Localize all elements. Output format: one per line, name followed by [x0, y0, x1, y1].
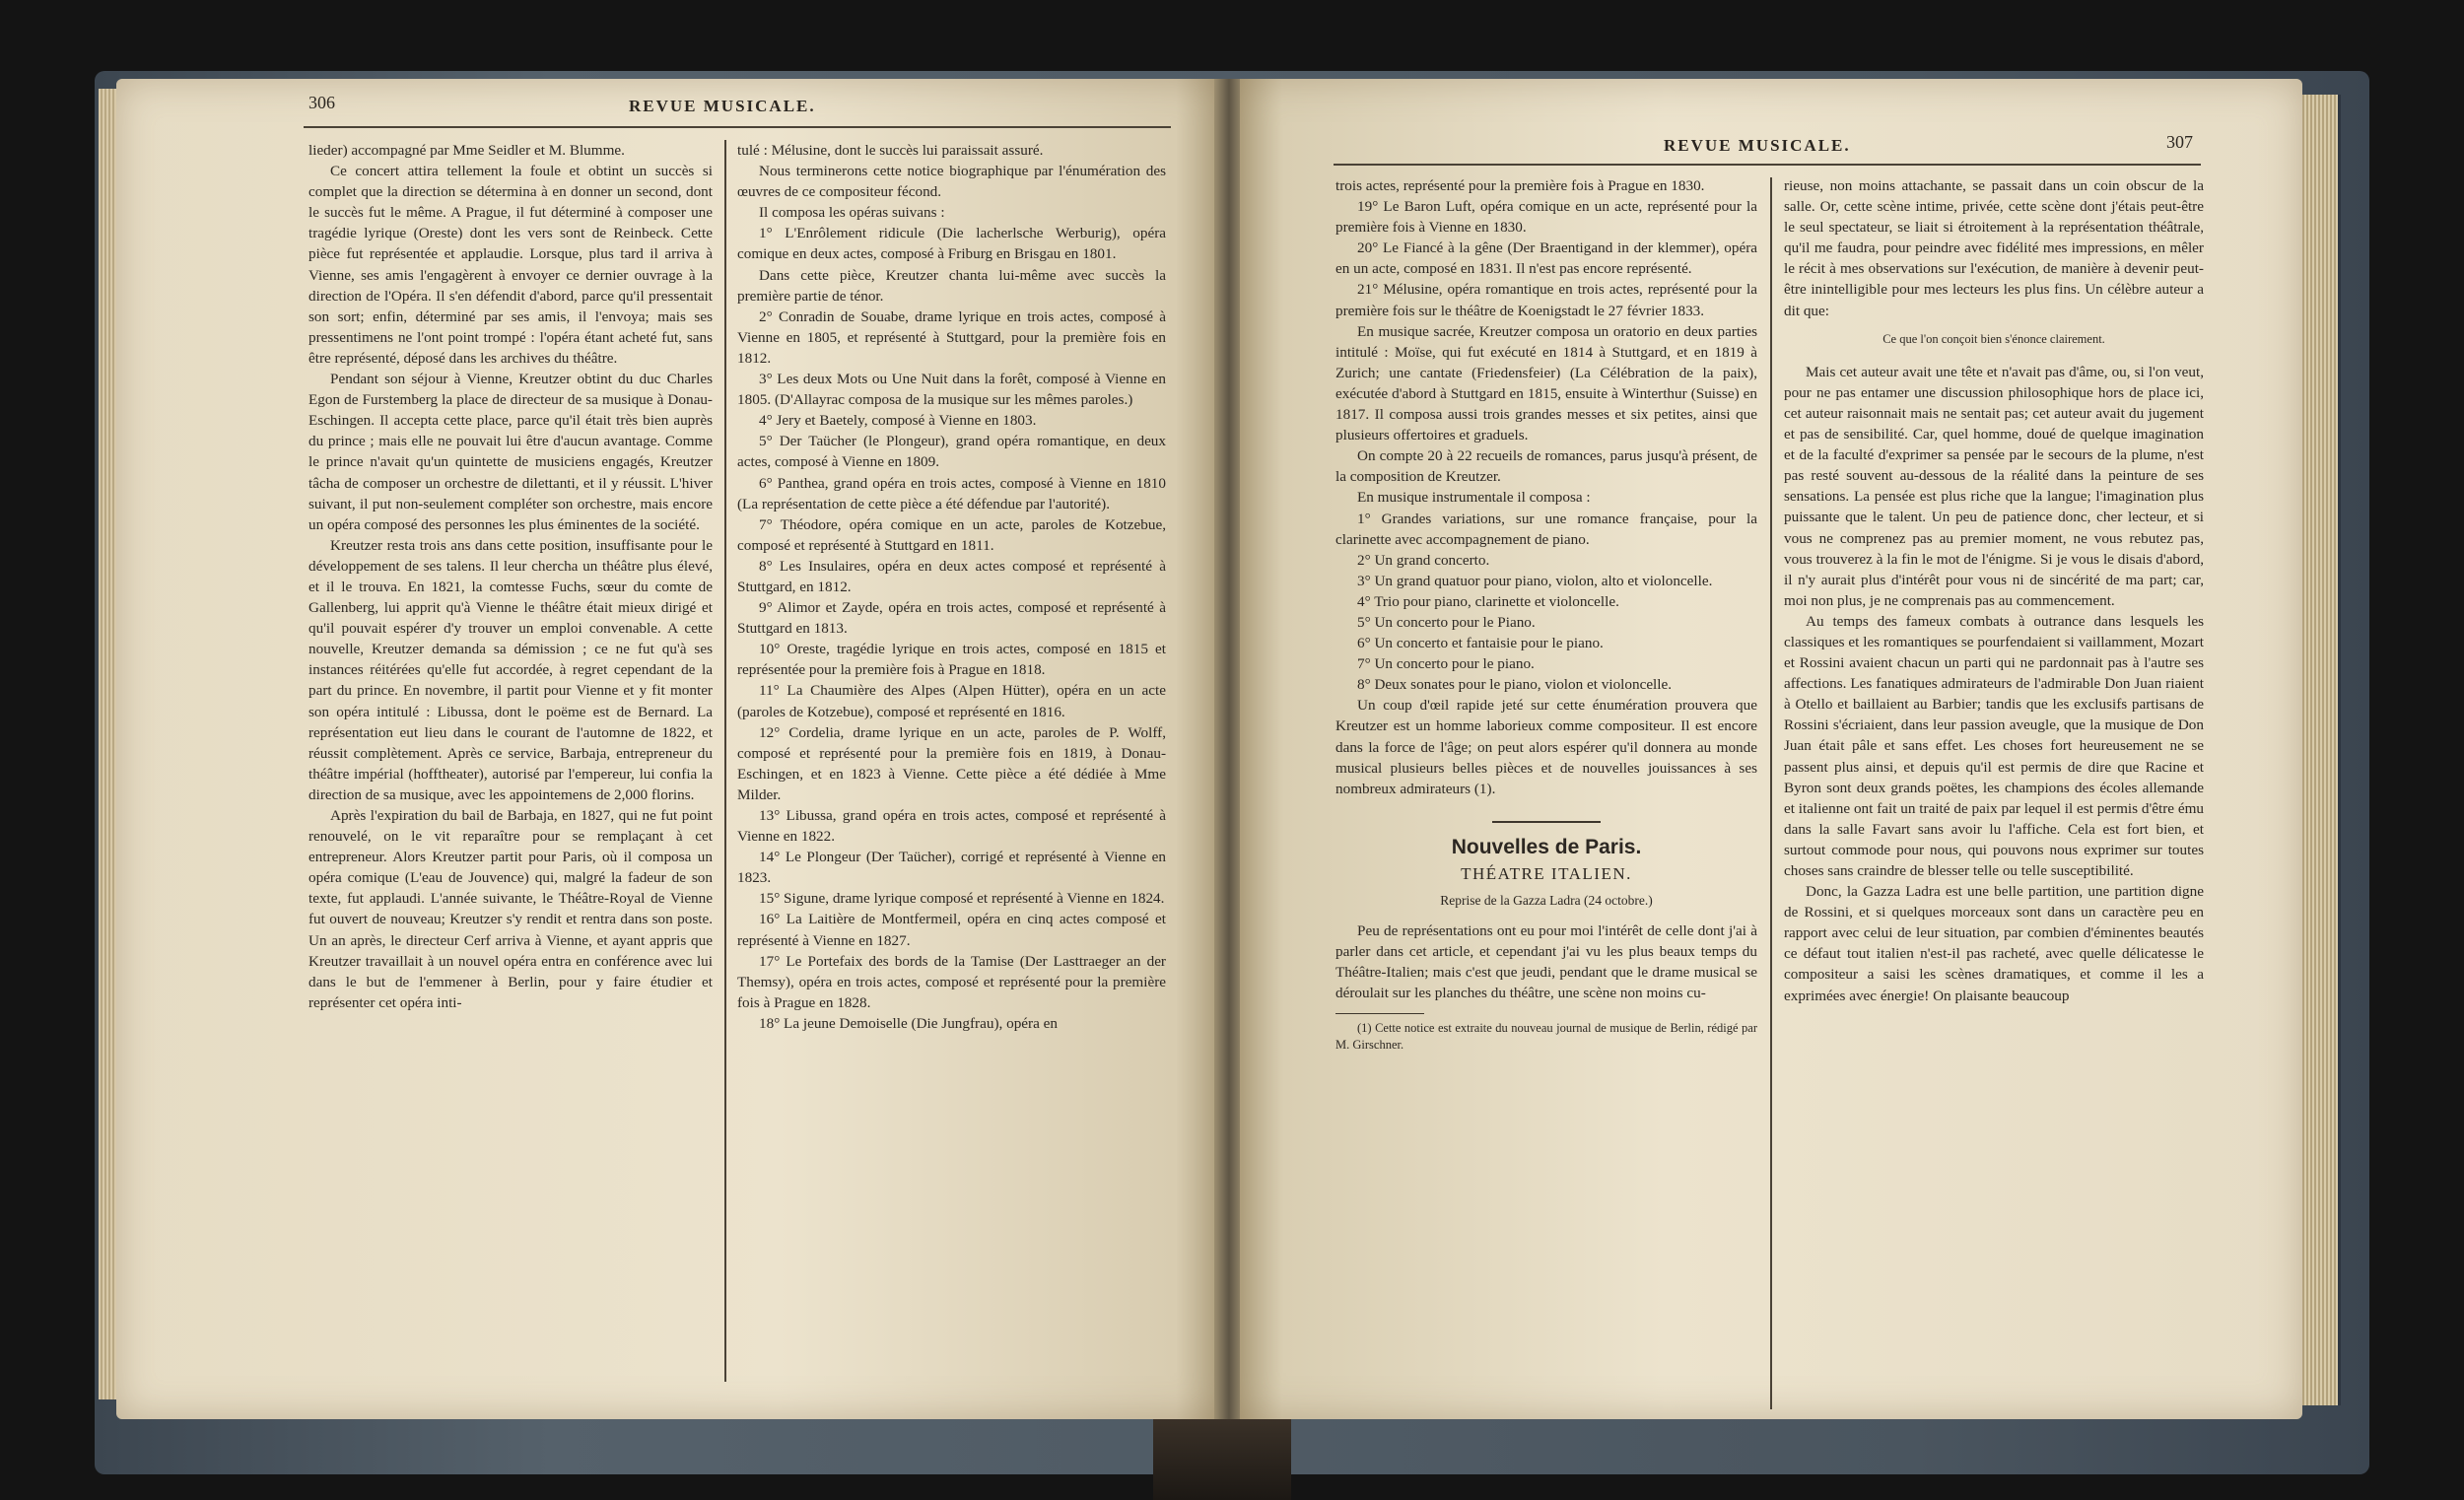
paragraph: Dans cette pièce, Kreutzer chanta lui-même avec succès la première partie de ténor.: [737, 266, 1166, 305]
paragraph: 8° Deux sonates pour le piano, violon et violoncelle.: [1357, 676, 1673, 694]
quotation: Ce que l'on conçoit bien s'énonce clairement.: [1882, 331, 2105, 346]
right-page: [1240, 79, 2302, 1419]
paragraph: 6° Un concerto et fantaisie pour le piano.: [1357, 635, 1604, 652]
paragraph: 1° Grandes variations, sur une romance française, pour la clarinette avec accompagnement de piano.: [1335, 510, 1757, 548]
reprise-line: Reprise de la Gazza Ladra (24 octobre.): [1440, 893, 1653, 908]
right-header-rule: [1334, 164, 2201, 166]
right-page-header: REVUE MUSICALE.: [1664, 136, 1851, 155]
left-page-header: REVUE MUSICALE.: [629, 97, 816, 115]
paragraph: Après l'expiration du bail de Barbaja, en 1827, qui ne fut point renouvelé, on le vit reparaître pour se remplaçant à cet entrepreneur. Alors Kreutzer partit pour Paris, où il composa un opéra comique (L'eau de Jouvence) qui, malgré la fadeur de son texte, fut applaudi. L'année suivante, le Théâtre-Royal de Vienne fut ouvert de nouveau; Kreutzer s'y rendit et rentra dans son poste. Un an après, le directeur Cerf arriva à Vienne, et ayant appris que Kreutzer travaillait à un nouvel opéra entra en conférence avec lui dans le but de l'emmener à Berlin, pour y faire étudier et représenter cet opéra inti-: [308, 807, 713, 1011]
paragraph: 19° Le Baron Luft, opéra comique en un acte, représenté pour la première fois à Vienne en 1830.: [1335, 198, 1757, 237]
paragraph: Nous terminerons cette notice biographique par l'énumération des œuvres de ce compositeur fécond.: [737, 163, 1166, 201]
paragraph: 18° La jeune Demoiselle (Die Jungfrau), opéra en: [759, 1014, 1058, 1032]
paragraph: 14° Le Plongeur (Der Taücher), corrigé et représenté à Vienne en 1823.: [737, 849, 1166, 887]
book-spine: [1153, 1419, 1291, 1500]
page-edges-right: [2296, 95, 2341, 1405]
paragraph: Un coup d'œil rapide jeté sur cette énumération prouvera que Kreutzer est un homme laborieux comme compositeur. Il est encore dans la force de l'âge; on peut alors espérer qu'il donnera au monde musical plusieurs belles pièces et de nouvelles jouissances à ses nombreux admirateurs (1).: [1335, 697, 1757, 797]
paragraph: Donc, la Gazza Ladra est une belle partition, une partition digne de Rossini, et si quelques morceaux sont dans un caractère peu en rapport avec celui de leur situation, par combien d'éminentes beautés ce défaut tout italien n'est-il pas racheté, avec quelle délicatesse le compositeur a saisi les scènes dramatiques, et comme il les a exprimées avec énergie! On plaisante beaucoup: [1784, 883, 2204, 1004]
paragraph: 9° Alimor et Zayde, opéra en trois actes, composé et représenté à Stuttgard en 1813.: [737, 599, 1166, 638]
section-subtitle: THÉATRE ITALIEN.: [1461, 863, 1632, 883]
left-page-column-2: [737, 140, 1166, 1034]
paragraph: tulé : Mélusine, dont le succès lui paraissait assuré.: [737, 142, 1044, 159]
right-page-column-1: [1335, 175, 1757, 1054]
paragraph: 2° Un grand concerto.: [1357, 551, 1490, 569]
section-divider: [1492, 821, 1601, 823]
paragraph: 4° Trio pour piano, clarinette et violoncelle.: [1357, 592, 1619, 610]
left-page-column-1: [308, 140, 713, 1013]
paragraph: rieuse, non moins attachante, se passait dans un coin obscur de la salle. Or, cette scène intime, privée, cette scène dont j'étais peut-être le seul spectateur, se liait si étroitement à la représentation théâtrale, qu'il me faudra, pour peindre avec fidélité mes impressions, en mêler le récit à mes observations sur l'exécution, de manière à devenir peut-être inintelligible pour mes lecteurs les plus fins. Un célèbre auteur a dit que:: [1784, 177, 2204, 319]
paragraph: 2° Conradin de Souabe, drame lyrique en trois actes, composé à Vienne en 1805, et représenté à Stuttgard, pour la première fois en 1812.: [737, 307, 1166, 367]
paragraph: Au temps des fameux combats à outrance dans lesquels les classiques et les romantiques se pourfendaient si vaillamment, Mozart et Rossini avaient chacun un parti qui ne pardonnait pas à l'autre ses affections. Les fanatiques admirateurs de l'admirable Don Juan riaient à Otello et baillaient au Barbier; tandis que les exclusifs partisans de Rossini s'écriaient, dans leur passion aveugle, que la musique de Don Juan était pâle et sans effet. Les choses fort heureusement ne se passent plus ainsi, et depuis qu'il est permis de dire que Racine et Byron sont deux grands poëtes, les champions des écoles allemande et italienne ont fait un traité de paix par lequel il est permis d'être ému dans la salle Favart sans avoir lu l'affiche. Cela est fort bien, et surtout commode pour nous, qui pouvons nous exprimer sur toutes choses sans craindre de blesser telle ou telle susceptibilité.: [1784, 612, 2204, 879]
paragraph: Ce concert attira tellement la foule et obtint un succès si complet que la direction se détermina à en donner un second, dont le succès fut le même. A Prague, il fut déterminé à composer une tragédie lyrique (Oreste) dont les vers sont de Reinbeck. Cette pièce fut représentée et applaudie. Lorsque, plus tard il arriva à Vienne, ses amis l'engagèrent à envoyer ce dernier ouvrage à la direction de l'Opéra. Il s'en défendit d'abord, parce qu'il pressentait son sort; enfin, déterminé par ses amis, il l'envoya; mais ses pressentimens ne l'ont point trompé : l'opéra étant acheté fut, sans être représenté, déposé dans les archives du théâtre.: [308, 163, 713, 367]
paragraph: 7° Théodore, opéra comique en un acte, paroles de Kotzebue, composé et représenté à Stuttgard en 1811.: [737, 515, 1166, 554]
right-page-number: 307: [2166, 132, 2193, 152]
left-column-rule: [724, 140, 726, 1382]
paragraph: En musique instrumentale il composa :: [1357, 489, 1591, 507]
paragraph: 5° Der Taücher (le Plongeur), grand opéra romantique, en deux actes, composé à Vienne en 1809.: [737, 433, 1166, 471]
right-page-column-2: [1784, 175, 2204, 1006]
paragraph: Il composa les opéras suivans :: [759, 204, 945, 222]
paragraph: 12° Cordelia, drame lyrique en un acte, paroles de P. Wolff, composé et représenté pour la première fois en 1819, à Donau-Eschingen, et en 1823 à Vienne. Cette pièce a été dédiée à Mme Milder.: [737, 723, 1166, 803]
left-page-number: 306: [308, 93, 335, 112]
paragraph: 6° Panthea, grand opéra en trois actes, composé à Vienne en 1810 (La représentation de cette pièce a été défendue par l'autorité).: [737, 474, 1166, 512]
paragraph: 20° Le Fiancé à la gêne (Der Braentigand in der klemmer), opéra en un acte, composé en 1831. Il n'est pas encore représenté.: [1335, 239, 1757, 278]
paragraph: 3° Les deux Mots ou Une Nuit dans la forêt, composé à Vienne en 1805. (D'Allayrac composa de la musique sur les mêmes paroles.): [737, 371, 1166, 409]
paragraph: trois actes, représenté pour la première fois à Prague en 1830.: [1335, 177, 1705, 194]
paragraph: 7° Un concerto pour le piano.: [1357, 655, 1535, 673]
paragraph: 8° Les Insulaires, opéra en deux actes composé et représenté à Stuttgard, en 1812.: [737, 557, 1166, 595]
paragraph: Kreutzer resta trois ans dans cette position, insuffisante pour le développement de ses talens. Il leur chercha un théâtre plus élevé, et il le trouva. En 1821, la comtesse Fuchs, sœur du comte de Gallenberg, lui apprit qu'à Vienne le théâtre était mieux dirigé et qu'il pouvait espérer d'y trouver un emploi convenable. A cette nouvelle, Kreutzer demanda sa démission ; ce ne fut qu'à ses instances réitérées qu'elle fut accordée, à regret cependant de la part du prince. En novembre, il partit pour Vienne et y fit monter son opéra intitulé : Libussa, dont le poëme est de Bernard. La représentation eut lieu dans le courant de l'automne de 1822, et réussit complètement. Après ce service, Barbaja, entrepreneur du théâtre impérial (hofftheater), autorisé par l'empereur, lui confia la direction de sa musique, avec les appointemens de 2,000 florins.: [308, 536, 713, 803]
footnote-rule: [1335, 1013, 1424, 1014]
left-header-rule: [304, 126, 1171, 128]
paragraph: On compte 20 à 22 recueils de romances, parus jusqu'à présent, de la composition de Kreutzer.: [1335, 447, 1757, 486]
paragraph: 13° Libussa, grand opéra en trois actes, composé et représenté à Vienne en 1822.: [737, 807, 1166, 846]
left-page: [116, 79, 1220, 1419]
paragraph: lieder) accompagné par Mme Seidler et M. Blumme.: [308, 142, 625, 159]
paragraph: 15° Sigune, drame lyrique composé et représenté à Vienne en 1824.: [759, 890, 1165, 908]
paragraph: 10° Oreste, tragédie lyrique en trois actes, composé en 1815 et représentée pour la première fois à Prague en 1818.: [737, 641, 1166, 679]
paragraph: 5° Un concerto pour le Piano.: [1357, 613, 1536, 631]
section-title: Nouvelles de Paris.: [1451, 835, 1642, 858]
paragraph: 1° L'Enrôlement ridicule (Die lacherlsche Werburig), opéra comique en deux actes, composé à Friburg en Brisgau en 1801.: [737, 225, 1166, 263]
paragraph: En musique sacrée, Kreutzer composa un oratorio en deux parties intitulé : Moïse, qui fut exécuté en 1814 à Stuttgard, et en 1819 à Zurich; une cantate (Friedensfeier) (La Célébration de la paix), exécutée d'abord à Stuttgard en 1815, ensuite à Winterthur (Suisse) en 1817. Il composa aussi trois grandes messes et six petites, ainsi que plusieurs offertoires et graduels.: [1335, 322, 1757, 444]
paragraph: 17° Le Portefaix des bords de la Tamise (Der Lasttraeger an der Themsy), opéra en trois actes, composé et représenté pour la première fois à Prague en 1828.: [737, 952, 1166, 1011]
paragraph: 3° Un grand quatuor pour piano, violon, alto et violoncelle.: [1357, 572, 1713, 589]
footnote: (1) Cette notice est extraite du nouveau journal de musique de Berlin, rédigé par M. Girschner.: [1335, 1021, 1757, 1053]
paragraph: 4° Jery et Baetely, composé à Vienne en 1803.: [759, 412, 1037, 430]
paragraph: 16° La Laitière de Montfermeil, opéra en cinq actes composé et représenté à Vienne en 1827.: [737, 911, 1166, 949]
right-column-rule: [1770, 177, 1772, 1409]
paragraph: Mais cet auteur avait une tête et n'avait pas d'âme, ou, si l'on veut, pour ne pas entamer une discussion philosophique hors de place ici, cet auteur raisonnait mais ne sentait pas; cet auteur avait du jugement et pas de sensibilité. Car, quel homme, doué de quelque imagination et de la faculté d'exprimer sa pensée par le secours de la plume, n'est pas resté souvent au-dessous de la réalité dans la peinture de ses sensations. La pensée est plus riche que la langue; l'imagination plus puissante que le talent. Un peu de patience donc, cher lecteur, et si vous ne comprenez pas au premier moment, ne vous rebutez pas, vous trouverez à la fin le mot de l'énigme. Si je vous le disais d'abord, il n'y aurait plus d'intérêt pour vous ni de sincérité de ma part; car, moi non plus, je ne comprenais pas au commencement.: [1784, 363, 2204, 609]
paragraph: Peu de représentations ont eu pour moi l'intérêt de celle dont j'ai à parler dans cet article, et cependant j'ai vu les plus beaux temps du Théâtre-Italien; mais c'est que jeudi, pendant que le drame musical se déroulait sur les planches du théâtre, une scène non moins cu-: [1335, 922, 1757, 1002]
paragraph: 11° La Chaumière des Alpes (Alpen Hütter), opéra en un acte (paroles de Kotzebue), composé et représenté en 1816.: [737, 682, 1166, 720]
paragraph: 21° Mélusine, opéra romantique en trois actes, représenté pour la première fois sur le théâtre de Koenigstadt le 27 février 1833.: [1335, 281, 1757, 319]
paragraph: Pendant son séjour à Vienne, Kreutzer obtint du duc Charles Egon de Furstemberg la place de directeur de sa musique à Donau-Eschingen. Il accepta cette place, parce qu'il était très bien auprès du prince ; mais elle ne pouvait lui être d'aucun avantage. Comme le prince n'avait qu'un quintette de musiciens engagés, Kreutzer tâcha de composer un orchestre de dilettanti, et il y réussit. L'hiver suivant, il put non-seulement compléter son orchestre, mais encore un opéra composé des personnes les plus éminentes de la société.: [308, 371, 713, 533]
